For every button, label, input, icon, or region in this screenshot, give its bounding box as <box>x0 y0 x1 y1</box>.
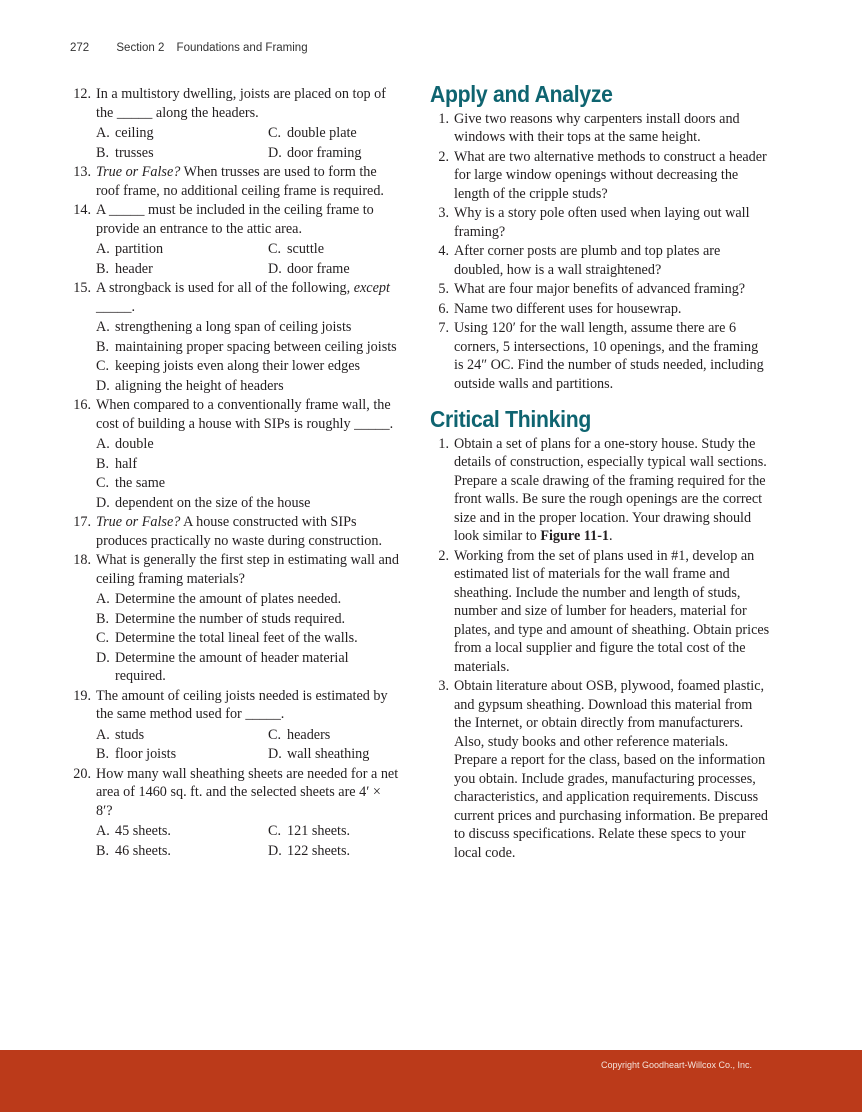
question-number: 18. <box>73 552 91 568</box>
answer-option <box>96 377 400 396</box>
option-text: scuttle <box>287 241 325 257</box>
question-text <box>96 85 400 122</box>
question-text <box>96 201 400 238</box>
option-letter: C. <box>96 358 110 374</box>
item-body: Obtain a set of plans for a one-story house. Study the details of construction, especially typical wall sections. Prepare a scale drawing of the framing required for the front walls. Be sure the rough openings are the correct size and in the proper location. Your drawing should look similar to <box>454 435 767 544</box>
italic-word: except <box>353 280 390 296</box>
question-text <box>96 513 400 550</box>
item-text <box>454 547 770 677</box>
item-text <box>454 677 770 862</box>
option-text: double plate <box>287 125 357 141</box>
item-number: 1. <box>438 435 449 452</box>
answer-option <box>96 124 268 143</box>
item-text <box>454 242 770 279</box>
item-body: Why is a story pole often used when laying out wall framing? <box>454 205 750 240</box>
apply-analyze-heading: Apply and Analyze <box>430 81 613 107</box>
option-text: half <box>115 455 138 472</box>
option-text: the same <box>115 475 166 491</box>
item-number: 5. <box>438 281 449 297</box>
option-letter: D. <box>268 260 282 277</box>
option-letter: D. <box>268 842 282 859</box>
question-text <box>96 396 400 433</box>
item-text <box>454 110 770 147</box>
question-body: The amount of ceiling joists needed is estimated by the same method used for _____. <box>96 687 388 722</box>
page-footer <box>0 1050 862 1112</box>
option-text: ceiling <box>115 125 154 141</box>
answer-option <box>96 649 400 686</box>
option-letter: C. <box>268 726 282 743</box>
option-text: door framing <box>287 144 362 161</box>
item-body: Working from the set of plans used in #1, develop an estimated list of materials for the wall frame and sheathing. Include the number and length of studs, number and size of lumber for headers, material for plates, and type and amount of sheathing. Obtain prices from a local supplier and figure the total cost of the materials. <box>454 547 770 675</box>
option-letter: B. <box>96 338 110 355</box>
answer-options <box>96 590 400 686</box>
copyright: Copyright Goodheart-Willcox Co., Inc. <box>601 1060 753 1070</box>
answer-option <box>96 629 400 648</box>
question-tail: _____. <box>96 298 136 315</box>
list-item <box>430 435 770 546</box>
section-title: Foundations and Framing <box>176 42 308 54</box>
option-letter: C. <box>268 823 282 839</box>
question-number: 13. <box>73 164 91 180</box>
option-letter: A. <box>96 125 110 141</box>
item-text <box>454 148 770 204</box>
question-body: When compared to a conventionally frame wall, the cost of building a house with SIPs is roughly _____. <box>96 397 394 432</box>
answer-option <box>268 822 400 841</box>
question-text <box>96 687 400 724</box>
question-body: A strongback is used for all of the following, <box>96 280 354 296</box>
list-item <box>430 148 770 204</box>
section-label: Section 2 <box>116 42 165 54</box>
question-body: When trusses are used to form the roof frame, no additional ceiling frame is required. <box>96 164 384 199</box>
answer-option <box>96 318 400 337</box>
question-number: 17. <box>73 514 91 530</box>
option-letter: B. <box>96 144 110 161</box>
question-14 <box>72 201 400 238</box>
option-letter: A. <box>96 241 110 257</box>
option-text: header <box>115 260 153 277</box>
item-body: Name two different uses for housewrap. <box>454 300 682 317</box>
item-number: 1. <box>438 110 449 127</box>
option-letter: A. <box>96 319 110 335</box>
answer-option <box>96 822 268 841</box>
item-number: 4. <box>438 243 449 259</box>
option-text: 121 sheets. <box>287 823 351 839</box>
review-questions-column <box>72 85 400 861</box>
question-body: A _____ must be included in the ceiling frame to provide an entrance to the attic area. <box>96 202 374 237</box>
answer-option <box>268 745 400 764</box>
answer-option <box>96 435 400 454</box>
option-letter: D. <box>96 649 110 666</box>
answer-options <box>96 822 400 860</box>
critical-thinking-heading: Critical Thinking <box>430 406 592 432</box>
question-17 <box>72 513 400 550</box>
option-letter: C. <box>268 241 282 257</box>
answer-options <box>96 318 400 395</box>
page-number: 272 <box>70 42 90 54</box>
answer-options <box>96 240 400 278</box>
option-letter: B. <box>96 455 110 472</box>
true-false-label: True or False? <box>96 164 181 180</box>
option-text: floor joists <box>115 746 177 762</box>
answer-option <box>268 842 400 861</box>
item-body: Using 120′ for the wall length, assume there are 6 corners, 5 intersections, 10 openings, and the framing is 24″ OC. Find the number of studs needed, including outside walls and partitions. <box>454 320 764 392</box>
running-header <box>70 42 308 54</box>
right-column <box>430 81 770 863</box>
answer-option <box>268 144 400 163</box>
option-text: studs <box>115 726 145 743</box>
option-letter: D. <box>96 377 110 394</box>
item-number: 2. <box>438 148 449 165</box>
option-text: Determine the number of studs required. <box>115 610 346 627</box>
option-text: 122 sheets. <box>287 842 351 859</box>
option-letter: B. <box>96 842 110 859</box>
item-text <box>454 300 770 319</box>
question-15 <box>72 279 400 316</box>
option-text: partition <box>115 241 164 257</box>
answer-option <box>268 260 400 279</box>
option-text: trusses <box>115 144 154 161</box>
question-body: In a multistory dwelling, joists are placed on top of the _____ along the headers. <box>96 86 386 121</box>
question-number: 20. <box>73 765 91 782</box>
critical-thinking-list <box>430 435 770 863</box>
item-text <box>454 204 770 241</box>
option-letter: A. <box>96 591 110 607</box>
option-text: strengthening a long span of ceiling joists <box>115 319 352 335</box>
question-number: 19. <box>73 687 91 704</box>
option-text: Determine the amount of header material required. <box>115 649 349 684</box>
list-item <box>430 280 770 299</box>
answer-options <box>96 726 400 764</box>
item-tail: . <box>609 528 613 544</box>
item-number: 7. <box>438 320 449 336</box>
answer-option <box>96 357 400 376</box>
answer-option <box>96 144 268 163</box>
option-letter: A. <box>96 823 110 839</box>
item-number: 2. <box>438 547 449 564</box>
list-item <box>430 677 770 862</box>
answer-option <box>96 338 400 357</box>
option-text: Determine the amount of plates needed. <box>115 591 342 607</box>
answer-option <box>96 842 268 861</box>
option-text: Determine the total lineal feet of the walls. <box>115 630 358 646</box>
option-letter: C. <box>96 630 110 646</box>
option-text: dependent on the size of the house <box>115 494 311 511</box>
answer-option <box>96 590 400 609</box>
question-text <box>96 551 400 588</box>
option-text: wall sheathing <box>287 746 370 762</box>
question-20 <box>72 765 400 821</box>
option-text: door frame <box>287 260 350 277</box>
item-body: Obtain literature about OSB, plywood, foamed plastic, and gypsum sheathing. Download this material from the Internet, or obtain directly from manufacturers. Also, study books and other reference materials. Prepare a report for the class, based on the information you obtain. Include grades, manufacturing processes, characteristics, and application requirements. Discuss current prices and purchasing information. Be prepared to discuss specifications. Relate these specs to your local code. <box>454 678 768 861</box>
question-number: 12. <box>73 86 91 102</box>
answer-option <box>268 240 400 259</box>
list-item <box>430 547 770 677</box>
true-false-label: True or False? <box>96 514 181 530</box>
answer-options <box>96 435 400 512</box>
answer-option <box>96 455 400 474</box>
option-letter: B. <box>96 610 110 627</box>
question-text <box>96 765 400 821</box>
item-number: 6. <box>438 300 449 317</box>
question-body: How many wall sheathing sheets are needed for a net area of 1460 sq. ft. and the selected sheets are 4′ × 8′? <box>96 765 399 819</box>
item-number: 3. <box>438 678 449 694</box>
question-19 <box>72 687 400 724</box>
question-body: What is generally the first step in estimating wall and ceiling framing materials? <box>96 552 399 587</box>
figure-reference: Figure 11-1 <box>540 528 610 544</box>
option-letter: A. <box>96 436 110 452</box>
question-13 <box>72 163 400 200</box>
option-letter: D. <box>268 746 282 762</box>
question-12 <box>72 85 400 122</box>
option-text: 46 sheets. <box>115 842 171 859</box>
option-letter: C. <box>96 475 110 491</box>
answer-option <box>96 610 400 629</box>
answer-option <box>268 124 400 143</box>
answer-option <box>96 494 400 513</box>
answer-option <box>96 240 268 259</box>
option-text: keeping joists even along their lower edges <box>115 358 361 374</box>
item-text <box>454 435 770 546</box>
option-letter: B. <box>96 260 110 277</box>
option-text: double <box>115 436 154 452</box>
item-text <box>454 280 770 299</box>
answer-options <box>96 124 400 162</box>
option-text: 45 sheets. <box>115 823 171 839</box>
list-item <box>430 300 770 319</box>
option-letter: C. <box>268 125 282 141</box>
option-text: headers <box>287 726 331 743</box>
option-letter: B. <box>96 746 110 762</box>
item-number: 3. <box>438 205 449 221</box>
option-text: maintaining proper spacing between ceiling joists <box>115 338 397 355</box>
item-body: Give two reasons why carpenters install doors and windows with their tops at the same height. <box>454 110 740 145</box>
question-16 <box>72 396 400 433</box>
option-letter: D. <box>96 494 110 511</box>
question-text <box>96 279 400 316</box>
list-item <box>430 110 770 147</box>
item-body: What are four major benefits of advanced framing? <box>454 281 746 297</box>
question-number: 15. <box>73 280 91 296</box>
option-letter: A. <box>96 726 110 743</box>
list-item <box>430 319 770 393</box>
answer-option <box>96 260 268 279</box>
item-text <box>454 319 770 393</box>
answer-option <box>96 726 268 745</box>
question-text <box>96 163 400 200</box>
option-text: aligning the height of headers <box>115 377 284 394</box>
list-item <box>430 204 770 241</box>
apply-analyze-list <box>430 110 770 394</box>
question-number: 16. <box>73 397 91 413</box>
question-18 <box>72 551 400 588</box>
question-number: 14. <box>73 202 91 218</box>
list-item <box>430 242 770 279</box>
question-body: A house constructed with SIPs produces practically no waste during construction. <box>96 514 383 549</box>
answer-option <box>96 474 400 493</box>
answer-option <box>96 745 268 764</box>
item-body: What are two alternative methods to construct a header for large window openings without decreasing the length of the cripple studs? <box>454 148 767 202</box>
option-letter: D. <box>268 144 282 161</box>
item-body: After corner posts are plumb and top plates are doubled, how is a wall straightened? <box>454 243 721 278</box>
answer-option <box>268 726 400 745</box>
